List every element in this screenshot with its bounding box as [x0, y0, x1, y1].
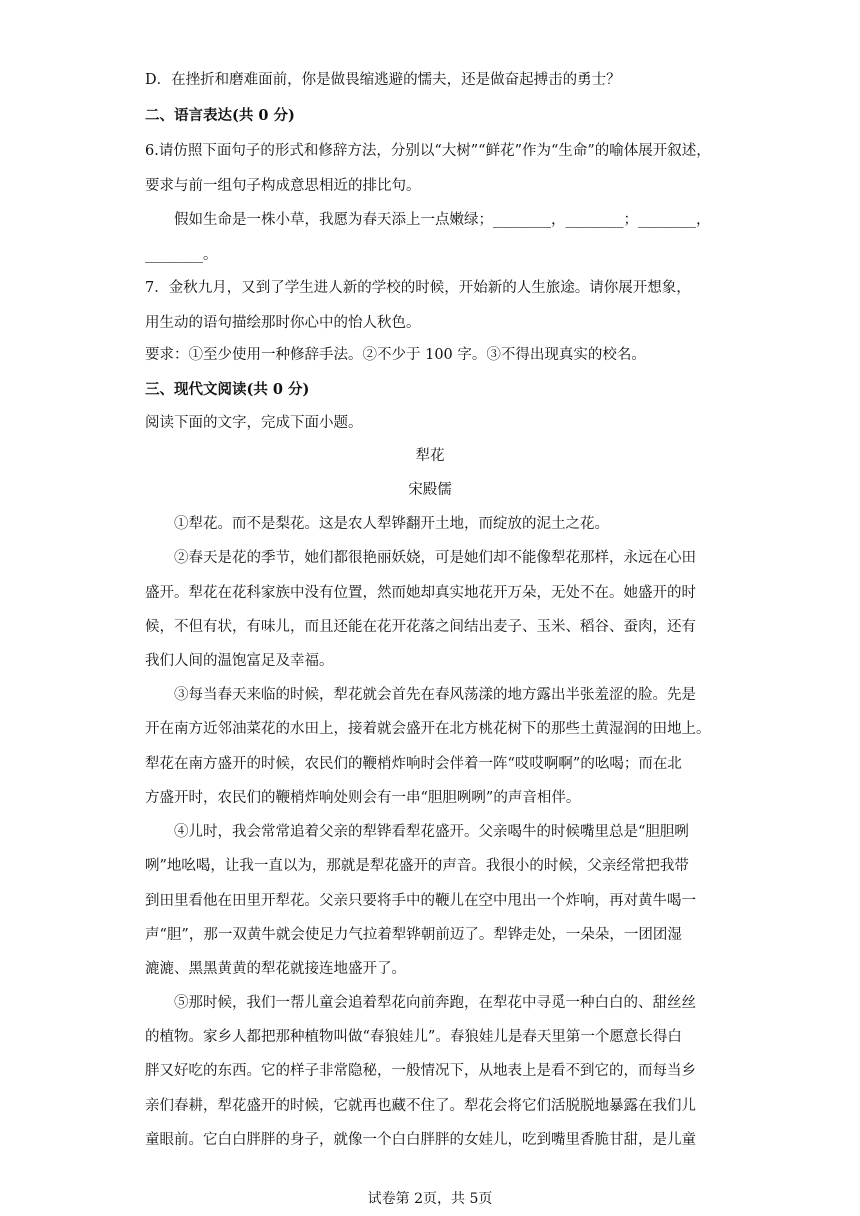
paragraph-5-line: ⑤那时候，我们一帮儿童会追着犁花向前奔跑，在犁花中寻觅一种白白的、甜丝丝 — [174, 995, 696, 1011]
paragraph-4-line: ④儿时，我会常常追着父亲的犁铧看犁花盛开。父亲喝牛的时候嘴里总是“胆胆咧 — [174, 824, 689, 840]
paragraph-1: ①犁花。而不是梨花。这是农人犁铧翻开土地，而绽放的泥土之花。 — [174, 516, 609, 532]
paragraph-4-line: 咧”地吆喝，让我一直以为，那就是犁花盛开的声音。我很小的时候，父亲经常把我带 — [145, 858, 689, 874]
question-7-line-2: 用生动的语句描绘那时你心中的怡人秋色。 — [145, 315, 421, 331]
question-6-line-4: ________。 — [145, 247, 218, 263]
paragraph-4-line: 漉漉、黑黑黄黄的犁花就接连地盛开了。 — [145, 961, 406, 977]
paragraph-5-line: 亲们春耕，犁花盛开的时候，它就再也藏不住了。犁花会将它们活脱脱地暴露在我们儿 — [145, 1098, 696, 1114]
section-3-title: 三、现代文阅读(共 0 分) — [145, 381, 310, 398]
question-6-line-2: 要求与前一组句子构成意思相近的排比句。 — [145, 178, 421, 194]
paragraph-5-line: 童眼前。它白白胖胖的身子，就像一个白白胖胖的女娃儿，吃到嘴里香脆甘甜，是儿童 — [145, 1132, 696, 1148]
paragraph-2-line: 我们人间的温饱富足及幸福。 — [145, 653, 334, 669]
question-d: D．在挫折和磨难面前，你是做畏缩逃避的懦夫，还是做奋起搏击的勇士？ — [145, 72, 621, 88]
paragraph-3-line: ③每当春天来临的时候，犁花就会首先在春风荡漾的地方露出半张羞涩的脸。先是 — [174, 687, 696, 703]
paragraph-3-line: 开在南方近邻油菜花的水田上，接着就会盛开在北方桃花树下的那些土黄湿润的田地上。 — [145, 721, 711, 737]
reading-instruction: 阅读下面的文字，完成下面小题。 — [145, 415, 363, 431]
article-author: 宋殿儒 — [408, 482, 452, 498]
paragraph-2-line: 盛开。犁花在花科家族中没有位置，然而她却真实地花开万朵，无处不在。她盛开的时 — [145, 585, 696, 601]
paragraph-5-line: 胖又好吃的东西。它的样子非常隐秘，一般情况下，从地表上是看不到它的，而每当乡 — [145, 1063, 696, 1079]
paragraph-3-line: 方盛开时，农民们的鞭梢炸响处则会有一串“胆胆咧咧”的声音相伴。 — [145, 790, 581, 806]
question-7-line-1: 7．金秋九月，又到了学生进人新的学校的时候，开始新的人生旅途。请你展开想象， — [145, 280, 691, 296]
paragraph-2-line: ②春天是花的季节，她们都很艳丽妖娆，可是她们却不能像犁花那样，永远在心田 — [174, 550, 696, 566]
paragraph-4-line: 到田里看他在田里开犁花。父亲只要将手中的鞭儿在空中甩出一个炸响，再对黄牛喝一 — [145, 893, 696, 909]
paragraph-4-line: 声“胆”，那一双黄牛就会使足力气拉着犁铧朝前迈了。犁铧走处，一朵朵，一团团湿 — [145, 927, 682, 943]
paragraph-2-line: 候，不但有状，有味儿，而且还能在花开花落之间结出麦子、玉米、稻谷、蚕肉，还有 — [145, 619, 696, 635]
article-title: 犁花 — [415, 448, 445, 464]
paragraph-5-line: 的植物。家乡人都把那种植物叫做“春狼娃儿”。春狼娃儿是春天里第一个愿意长得白 — [145, 1029, 682, 1045]
page-footer: 试卷第 2页，共 5页 — [367, 1191, 493, 1207]
section-2-title: 二、语言表达(共 0 分) — [145, 107, 295, 124]
question-6-line-1: 6.请仿照下面句子的形式和修辞方法，分别以“大树”“鲜花”作为“生命”的喻体展开叙述， — [145, 143, 711, 159]
question-6-line-3: 假如生命是一株小草，我愿为春天添上一点嫩绿；________，________；________， — [174, 212, 711, 228]
paragraph-3-line: 犁花在南方盛开的时候，农民们的鞭梢炸响时会伴着一阵“哎哎啊啊”的吆喝；而在北 — [145, 756, 682, 772]
question-7-requirements: 要求：①至少使用一种修辞手法。②不少于 100 字。③不得出现真实的校名。 — [145, 347, 646, 363]
